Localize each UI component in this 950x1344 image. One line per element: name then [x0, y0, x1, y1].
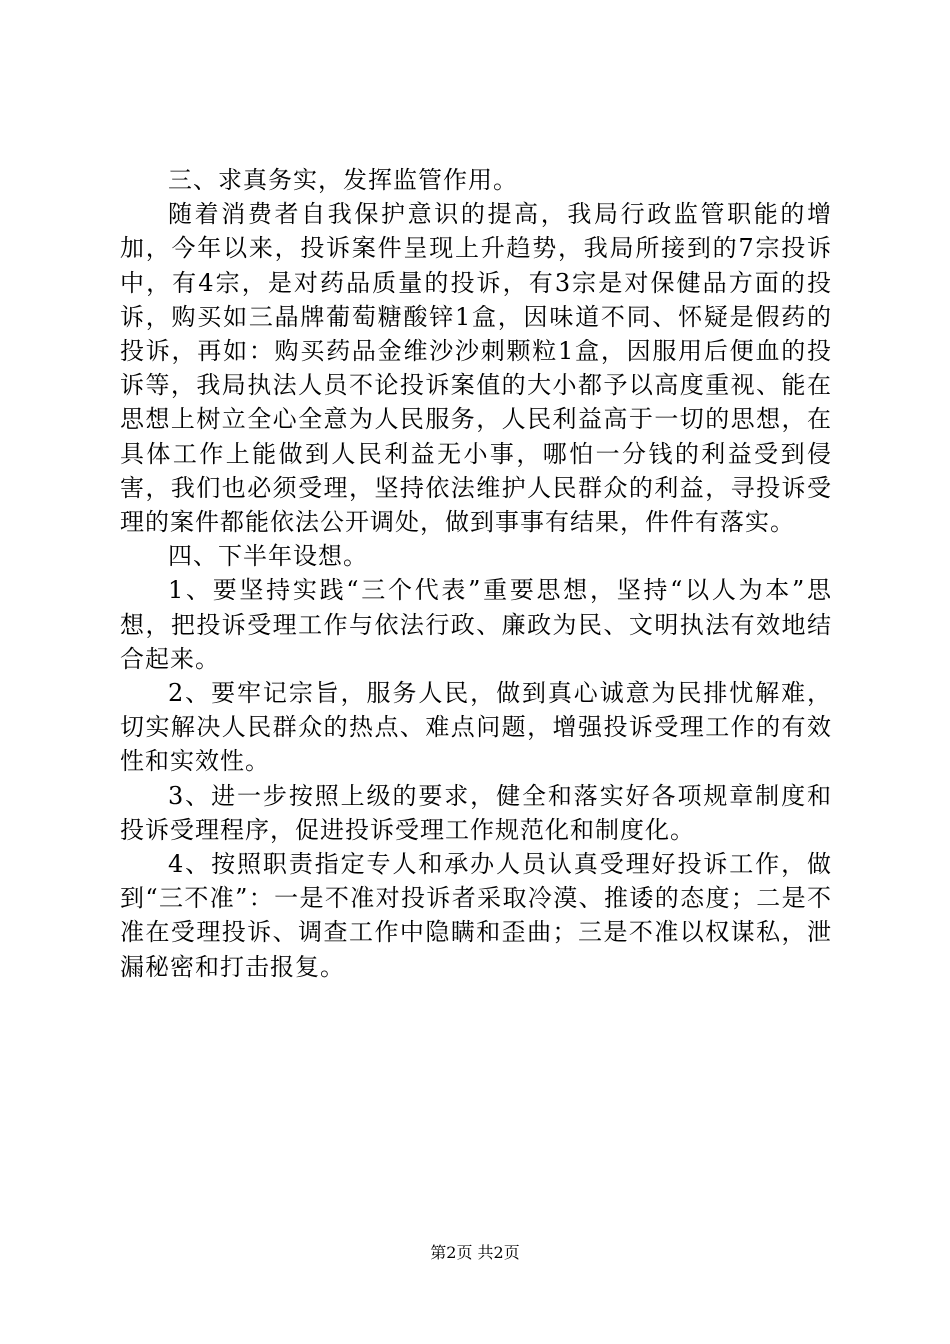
list-item-2: 2、要牢记宗旨，服务人民，做到真心诚意为民排忧解难，切实解决人民群众的热点、难点问题，增强投诉受理工作的有效性和实效性。	[120, 679, 832, 776]
section-heading-3: 三、求真务实，发挥监管作用。	[168, 166, 518, 194]
list-item-4: 4、按照职责指定专人和承办人员认真受理好投诉工作，做到“三不准”：一是不准对投诉者采取冷漠、推诿的态度；二是不准在受理投诉、调查工作中隐瞒和歪曲；三是不准以权谋私，泄漏秘密和打击报复。	[120, 850, 832, 981]
section-heading-4: 四、下半年设想。	[168, 542, 368, 571]
list-item-3: 3、进一步按照上级的要求，健全和落实好各项规章制度和投诉受理程序，促进投诉受理工作规范化和制度化。	[120, 781, 832, 844]
body-paragraph: 随着消费者自我保护意识的提高，我局行政监管职能的增加，今年以来，投诉案件呈现上升趋势，我局所接到的7宗投诉中，有4宗，是对药品质量的投诉，有3宗是对保健品方面的投诉，购买如三晶牌葡萄糖酸锌1盒，因味道不同、怀疑是假药的投诉，再如：购买药品金维沙沙刺颗粒1盒，因服用后便血的投诉等，我局执法人员不论投诉案值的大小都予以高度重视、能在思想上树立全心全意为人民服务，人民利益高于一切的思想，在具体工作上能做到人民利益无小事，哪怕一分钱的利益受到侵害，我们也必须受理，坚持依法维护人民群众的利益，寻投诉受理的案件都能依法公开调处，做到事事有结果，件件有落实。	[120, 200, 832, 537]
list-item-1: 1、要坚持实践“三个代表”重要思想，坚持“以人为本”思想，把投诉受理工作与依法行政、廉政为民、文明执法有效地结合起来。	[120, 576, 832, 673]
document-body	[120, 163, 832, 984]
page-footer: 第2页 共2页	[430, 1243, 520, 1262]
